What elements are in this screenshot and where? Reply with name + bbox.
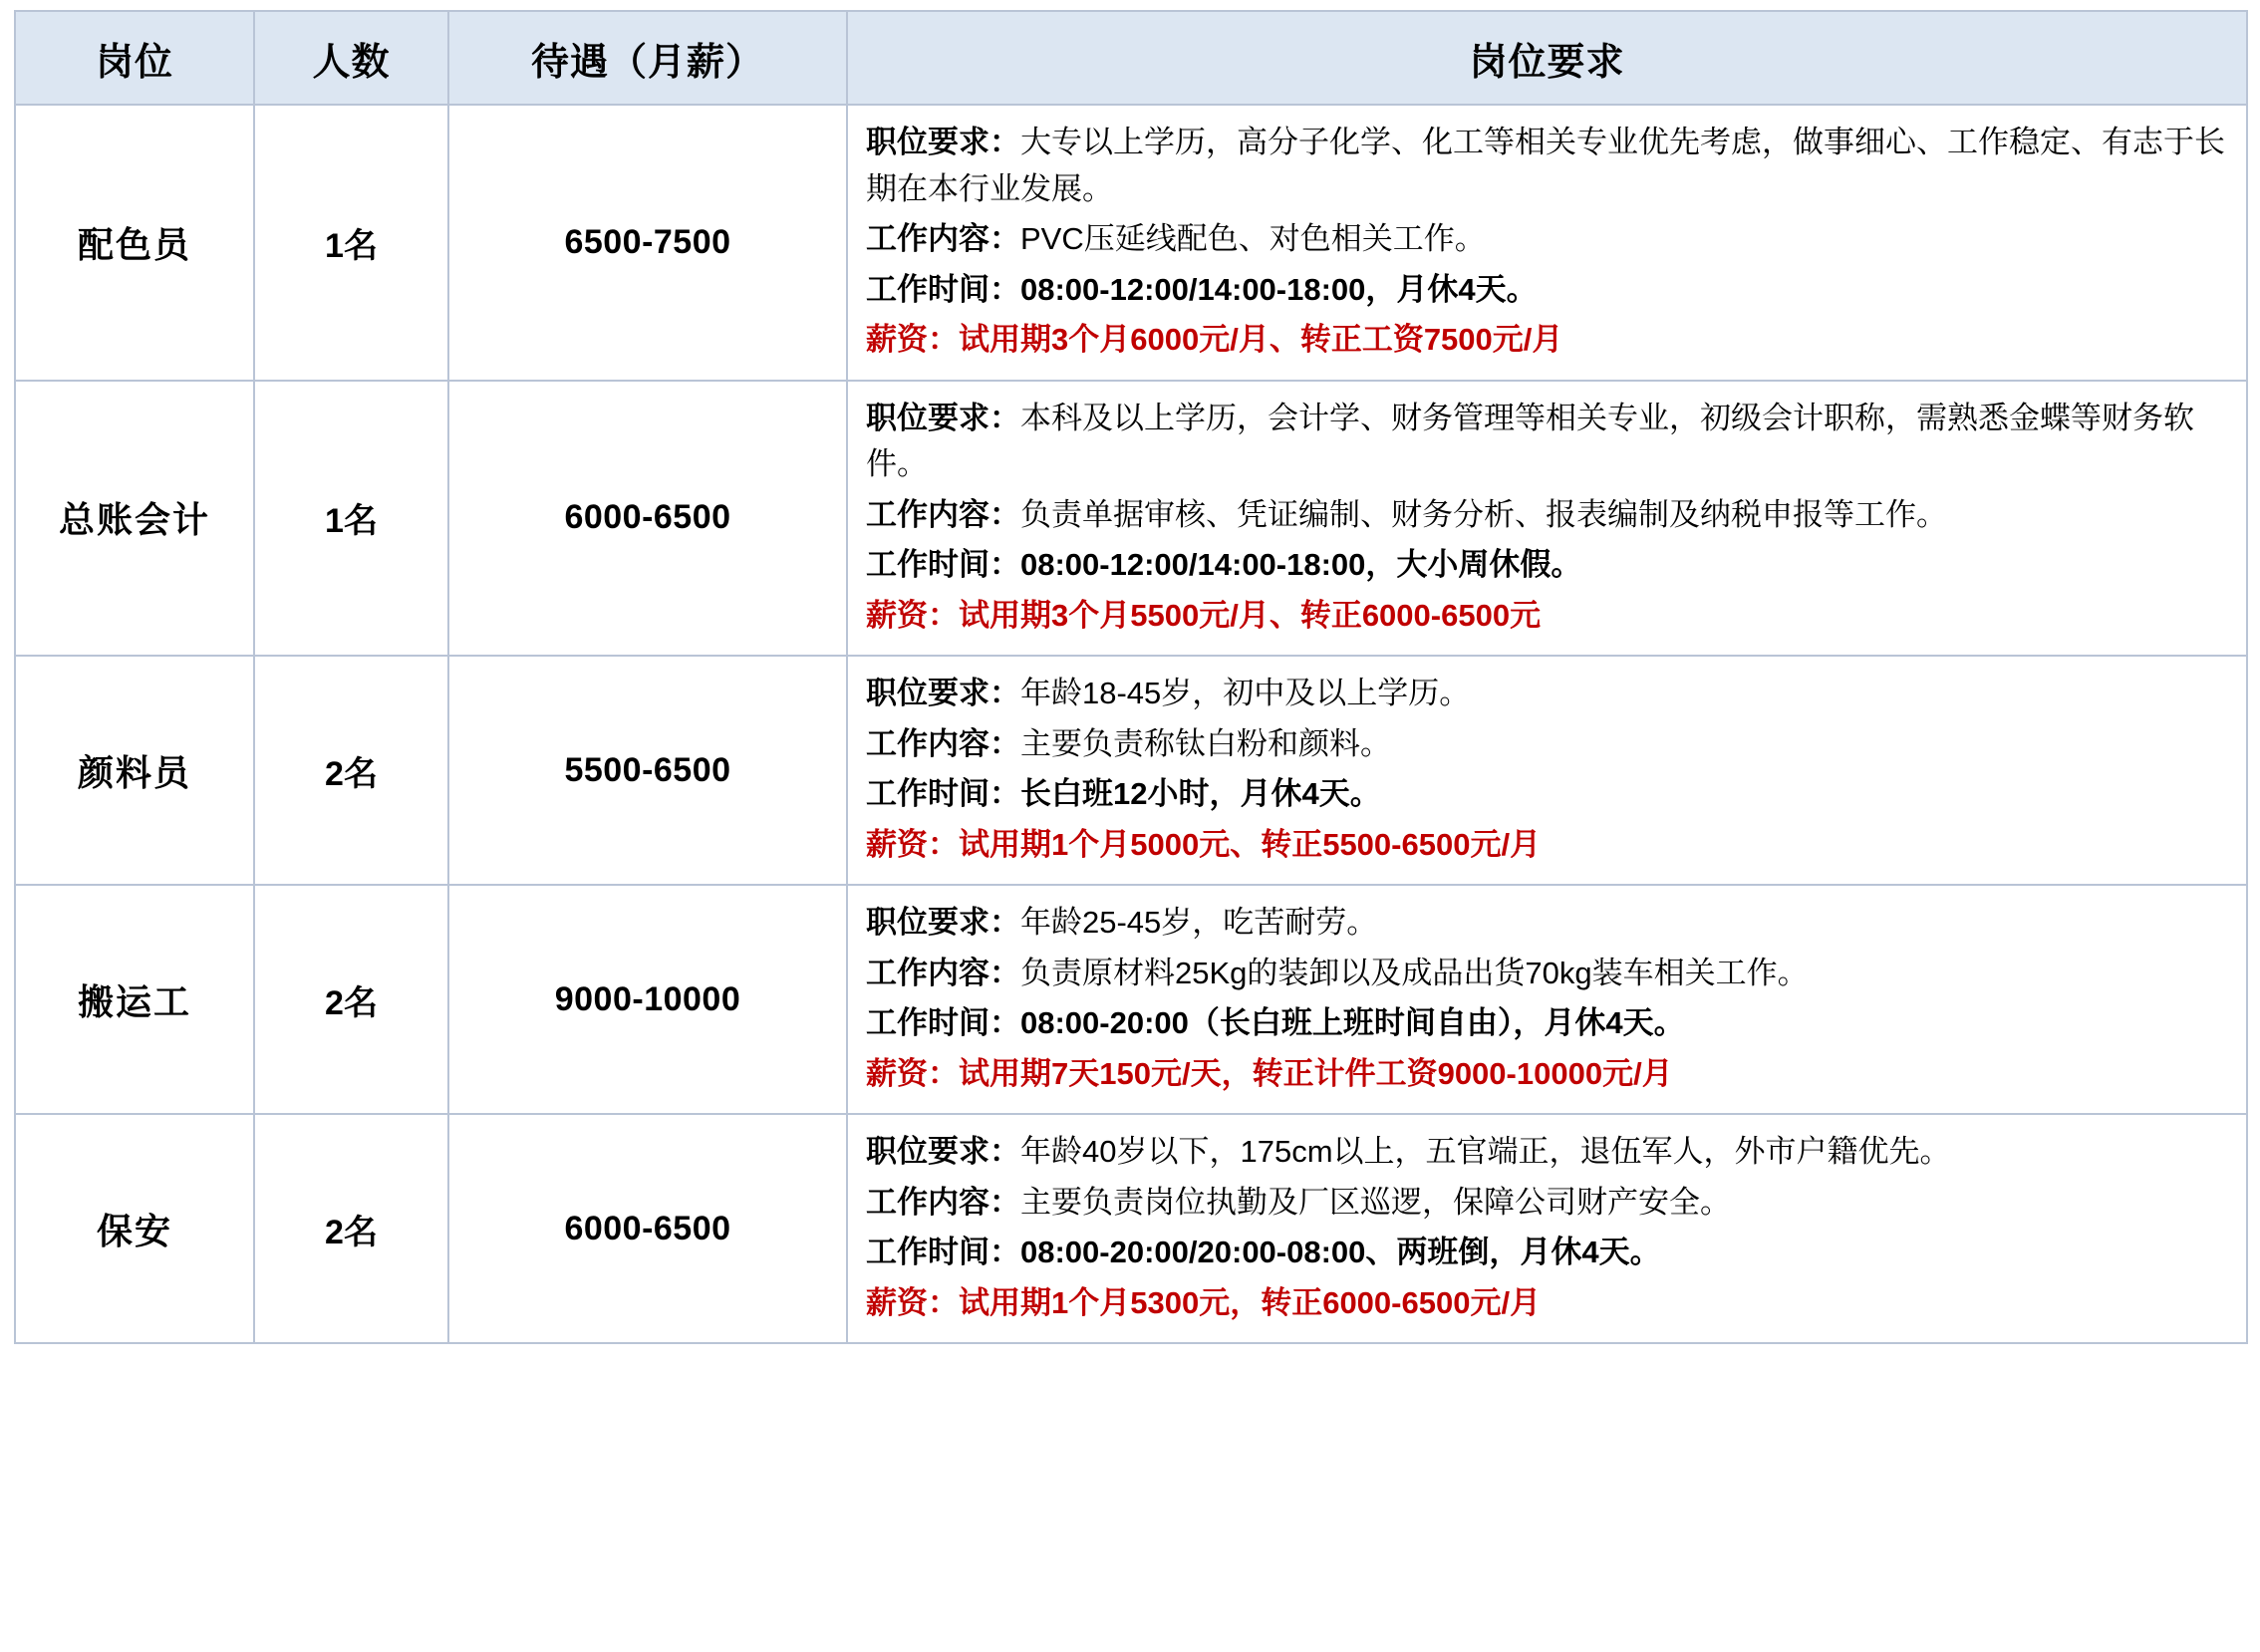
column-header-count: 人数 xyxy=(254,11,448,105)
requirement-line xyxy=(866,671,2230,717)
requirement-text: 08:00-12:00/14:00-18:00，大小周休假。 xyxy=(1020,547,1582,582)
cell-headcount: 2名 xyxy=(254,1114,448,1343)
requirement-label: 职位要求： xyxy=(866,1134,1020,1169)
requirement-text: 负责单据审核、凭证编制、财务分析、报表编制及纳税申报等工作。 xyxy=(1020,496,1947,532)
cell-salary-range: 5500-6500 xyxy=(448,656,847,885)
table-row xyxy=(15,105,2247,381)
column-header-position: 岗位 xyxy=(15,11,254,105)
requirement-label: 职位要求： xyxy=(866,676,1020,710)
requirement-label: 职位要求： xyxy=(866,400,1020,435)
requirement-text: 年龄25-45岁，吃苦耐劳。 xyxy=(1020,905,1378,940)
requirement-text: 年龄40岁以下，175cm以上，五官端正，退伍军人，外市户籍优先。 xyxy=(1020,1134,1951,1169)
cell-requirements xyxy=(847,885,2247,1114)
cell-headcount: 2名 xyxy=(254,885,448,1114)
requirement-text: 试用期1个月5000元、转正5500-6500元/月 xyxy=(959,826,1542,862)
cell-salary-range: 9000-10000 xyxy=(448,885,847,1114)
cell-requirements xyxy=(847,1114,2247,1343)
requirement-text: 08:00-20:00/20:00-08:00、两班倒，月休4天。 xyxy=(1020,1235,1661,1269)
requirement-label: 薪资： xyxy=(866,1284,959,1320)
cell-requirements xyxy=(847,656,2247,885)
cell-salary-range: 6500-7500 xyxy=(448,105,847,381)
requirement-text: 08:00-12:00/14:00-18:00，月休4天。 xyxy=(1020,271,1538,307)
requirement-label: 职位要求： xyxy=(866,905,1020,940)
requirement-label: 工作内容： xyxy=(866,1184,1020,1220)
requirement-label: 工作内容： xyxy=(866,725,1020,761)
table-header-row xyxy=(15,11,2247,105)
requirement-text: 试用期1个月5300元，转正6000-6500元/月 xyxy=(959,1284,1542,1320)
requirement-label: 工作内容： xyxy=(866,955,1020,990)
cell-headcount: 1名 xyxy=(254,105,448,381)
requirement-line xyxy=(866,120,2230,212)
column-header-pay: 待遇（月薪） xyxy=(448,11,847,105)
requirement-text: 试用期3个月6000元/月、转正工资7500元/月 xyxy=(959,322,1563,357)
cell-requirements xyxy=(847,105,2247,381)
requirement-label: 工作内容： xyxy=(866,496,1020,532)
cell-headcount: 1名 xyxy=(254,381,448,657)
requirement-line xyxy=(866,593,2230,640)
requirement-text: 长白班12小时，月休4天。 xyxy=(1020,776,1381,811)
requirement-label: 工作时间： xyxy=(866,776,1020,811)
job-requirements-table xyxy=(14,10,2248,1344)
requirement-line xyxy=(866,1051,2230,1098)
requirement-text: 负责原材料25Kg的装卸以及成品出货70kg装车相关工作。 xyxy=(1020,955,1809,990)
requirement-label: 薪资： xyxy=(866,322,959,357)
table-header xyxy=(15,11,2247,105)
requirement-text: 年龄18-45岁，初中及以上学历。 xyxy=(1020,676,1471,710)
table-row xyxy=(15,1114,2247,1343)
cell-position: 颜料员 xyxy=(15,656,254,885)
table-row xyxy=(15,885,2247,1114)
cell-position: 配色员 xyxy=(15,105,254,381)
table-row xyxy=(15,656,2247,885)
requirement-line xyxy=(866,1180,2230,1227)
table-row xyxy=(15,381,2247,657)
table-body xyxy=(15,105,2247,1343)
cell-salary-range: 6000-6500 xyxy=(448,1114,847,1343)
requirement-line xyxy=(866,542,2230,589)
requirement-text: 本科及以上学历，会计学、财务管理等相关专业，初级会计职称，需熟悉金蝶等财务软件。 xyxy=(866,400,2194,481)
requirement-line xyxy=(866,267,2230,314)
cell-position: 搬运工 xyxy=(15,885,254,1114)
cell-headcount: 2名 xyxy=(254,656,448,885)
requirement-line xyxy=(866,1230,2230,1276)
requirement-label: 工作内容： xyxy=(866,221,1020,256)
requirement-label: 薪资： xyxy=(866,826,959,862)
requirement-label: 薪资： xyxy=(866,597,959,633)
cell-salary-range: 6000-6500 xyxy=(448,381,847,657)
requirement-label: 工作时间： xyxy=(866,1005,1020,1040)
requirement-line xyxy=(866,396,2230,488)
requirement-line xyxy=(866,900,2230,947)
requirement-label: 工作时间： xyxy=(866,547,1020,582)
requirement-text: 主要负责称钛白粉和颜料。 xyxy=(1020,725,1391,761)
requirement-label: 工作时间： xyxy=(866,1235,1020,1269)
requirement-text: 试用期7天150元/天，转正计件工资9000-10000元/月 xyxy=(959,1055,1673,1091)
requirement-line xyxy=(866,822,2230,869)
requirement-line xyxy=(866,951,2230,997)
cell-position: 保安 xyxy=(15,1114,254,1343)
requirement-line xyxy=(866,492,2230,539)
requirement-text: 08:00-20:00（长白班上班时间自由），月休4天。 xyxy=(1020,1005,1685,1040)
requirement-text: 大专以上学历，高分子化学、化工等相关专业优先考虑，做事细心、工作稳定、有志于长期在本行业发展。 xyxy=(866,125,2225,206)
requirement-line xyxy=(866,1000,2230,1047)
requirement-text: 主要负责岗位执勤及厂区巡逻，保障公司财产安全。 xyxy=(1020,1184,1731,1220)
requirement-line xyxy=(866,771,2230,818)
cell-position: 总账会计 xyxy=(15,381,254,657)
requirement-label: 工作时间： xyxy=(866,271,1020,307)
requirement-label: 职位要求： xyxy=(866,125,1020,159)
column-header-requirements: 岗位要求 xyxy=(847,11,2247,105)
cell-requirements xyxy=(847,381,2247,657)
requirement-text: 试用期3个月5500元/月、转正6000-6500元 xyxy=(959,597,1542,633)
requirement-line xyxy=(866,721,2230,768)
requirement-line xyxy=(866,1129,2230,1176)
requirement-line xyxy=(866,216,2230,263)
requirement-line xyxy=(866,317,2230,364)
requirement-text: PVC压延线配色、对色相关工作。 xyxy=(1020,221,1486,256)
requirement-line xyxy=(866,1280,2230,1327)
requirement-label: 薪资： xyxy=(866,1055,959,1091)
